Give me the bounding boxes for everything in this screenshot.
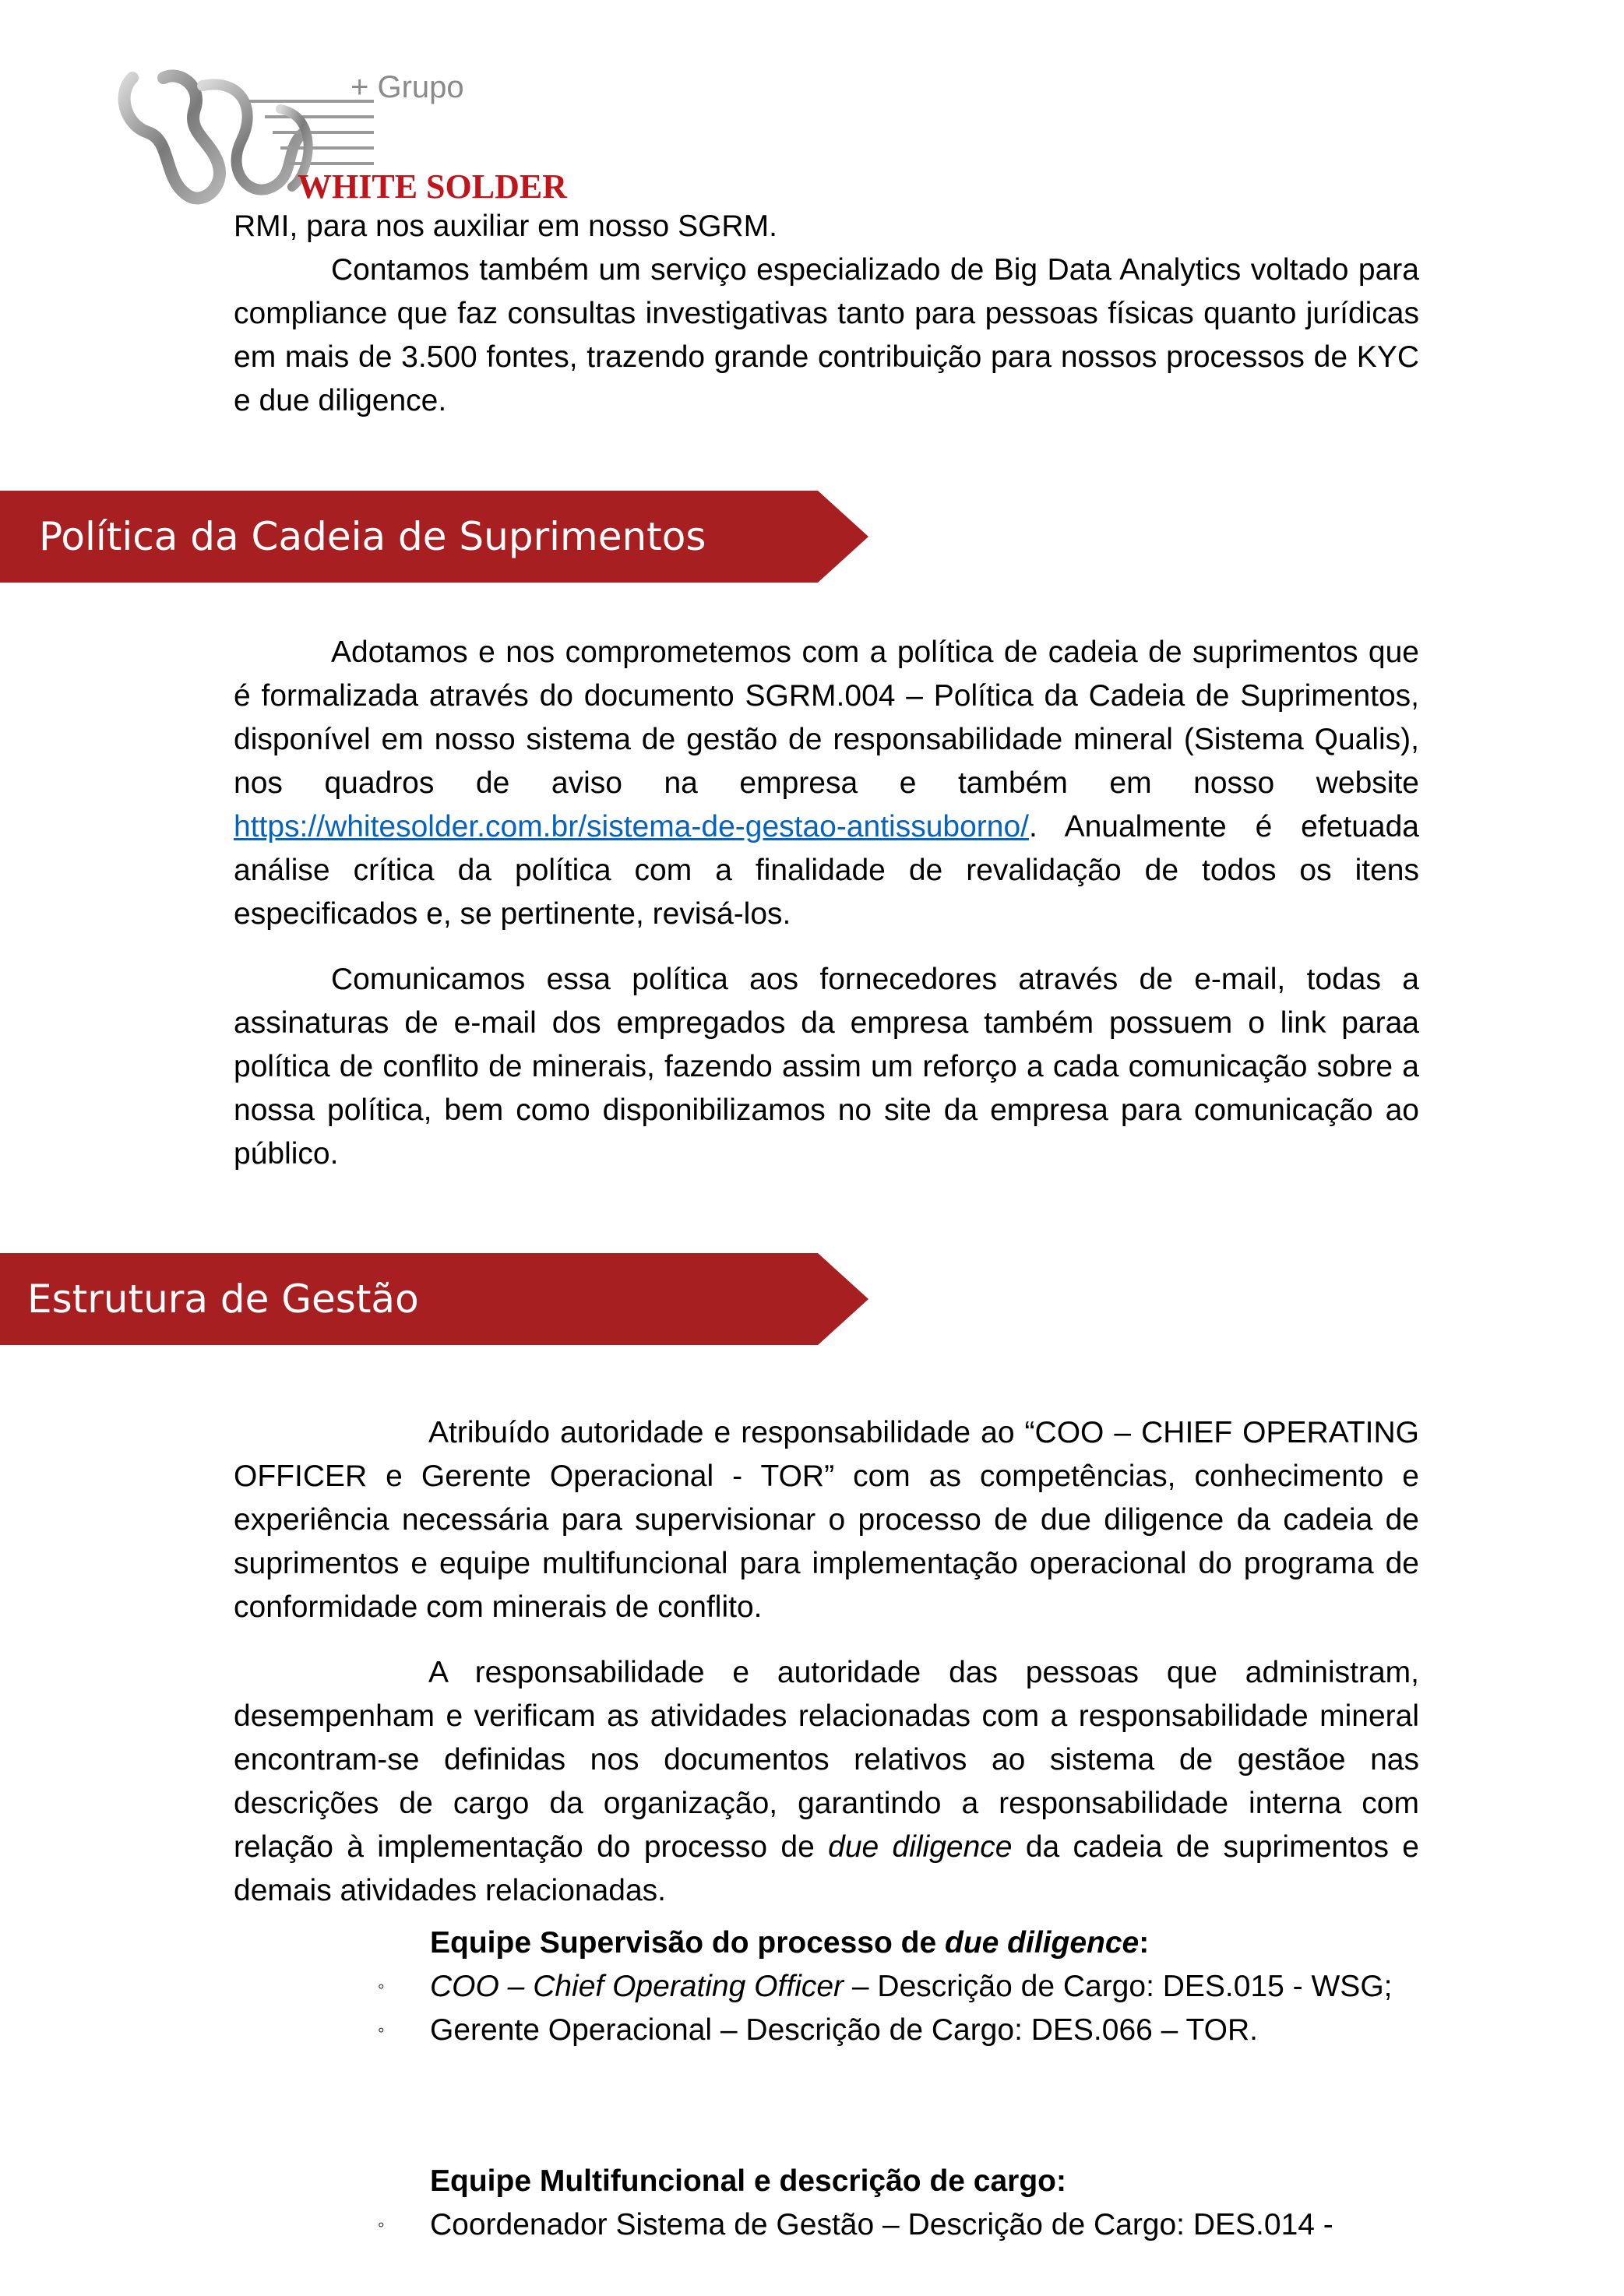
team1-heading-italic: due diligence [945,1926,1140,1960]
list-item [234,1965,1419,2009]
list-item-text: Gerente Operacional – Descrição de Cargo: DES.066 – TOR. [430,2013,1258,2047]
management-block [234,1411,1419,1913]
company-logo [117,62,567,218]
team-supervision-list [234,1965,1419,2052]
list-item [234,2009,1419,2052]
team-multifunctional-list [234,2203,1419,2247]
section-banner-supply-chain [0,491,868,583]
supply-paragraph-2: Comunicamos essa política aos fornecedores através de e-mail, todas a assinaturas de e-mail dos empregados da empresa também possuem o link paraa política de conflito de minerais, fazendo assim um reforço a cada comunicação sobre a nossa política, bem como disponibilizamos no site da empresa para comunicação ao público. [234,963,1419,1171]
section-title-supply-chain: Política da Cadeia de Suprimentos [39,514,706,559]
bullet-icon: ◦ [378,1976,385,1997]
logo-group-text: + Grupo [351,70,464,104]
supply-paragraph-1 [234,631,1419,936]
management-p2-italic: due diligence [828,1830,1013,1864]
list-item [234,2203,1419,2247]
list-item-text: – Descrição de Cargo: DES.015 - WSG; [844,1970,1393,2003]
section-banner-management [0,1253,868,1345]
team-supervision-heading [430,1921,1149,1965]
logo-brand-text: WHITE SOLDER [298,167,567,206]
management-paragraph-2 [234,1651,1419,1913]
intro-block [234,205,1419,423]
bullet-icon: ◦ [378,2020,385,2041]
bullet-icon: ◦ [378,2214,385,2235]
list-item-text: Coordenador Sistema de Gestão – Descrição de Cargo: DES.014 - [430,2208,1333,2241]
list-item-role: COO – Chief Operating Officer [430,1970,844,2003]
management-p2-text-b: da cadeia de suprimentos e demais atividades relacionadas. [234,1830,1419,1907]
section-title-management: Estrutura de Gestão [27,1277,419,1322]
policy-link[interactable]: https://whitesolder.com.br/sistema-de-gestao-antissuborno/ [234,810,1029,843]
management-p2-text-a: A responsabilidade e autoridade das pessoas que administram, desempenham e verificam as atividades relacionadas com a responsabilidade mineral encontram-se definidas nos documentos relativos ao sistema de gestãoe nas descrições de cargo da organização, garantindo a responsabilidade interna com relação à implementação do processo de [234,1656,1419,1864]
team1-heading-colon: : [1139,1926,1150,1960]
intro-paragraph: Contamos também um serviço especializado de Big Data Analytics voltado para compliance que faz consultas investigativas tanto para pessoas físicas quanto jurídicas em mais de 3.500 fontes, trazendo grande contribuição para nossos processos de KYC e due diligence. [234,253,1419,417]
team-multifunctional-heading: Equipe Multifuncional e descrição de cargo: [430,2164,1066,2198]
management-paragraph-1: Atribuído autoridade e responsabilidade ao “COO – CHIEF OPERATING OFFICER e Gerente Operacional - TOR” com as competências, conhecimento e experiência necessária para supervisionar o processo de due diligence da cadeia de suprimentos e equipe multifuncional para implementação operacional do programa de conformidade com minerais de conflito. [234,1416,1419,1624]
supply-p1-text-b: . Anualmente é efetuada análise crítica da política com a finalidade de revalidação de todos os itens especificados e, se pertinente, revisá-los. [234,810,1419,931]
supply-chain-block [234,631,1419,1176]
supply-p1-text-a: Adotamos e nos comprometemos com a política de cadeia de suprimentos que é formalizada através do documento SGRM.004 – Política da Cadeia de Suprimentos, disponível em nosso sistema de gestão de responsabilidade mineral (Sistema Qualis), nos quadros de aviso na empresa e também em nosso website [234,636,1419,800]
team1-heading-text: Equipe Supervisão do processo de [430,1926,946,1960]
intro-line: RMI, para nos auxiliar em nosso SGRM. [234,210,777,243]
